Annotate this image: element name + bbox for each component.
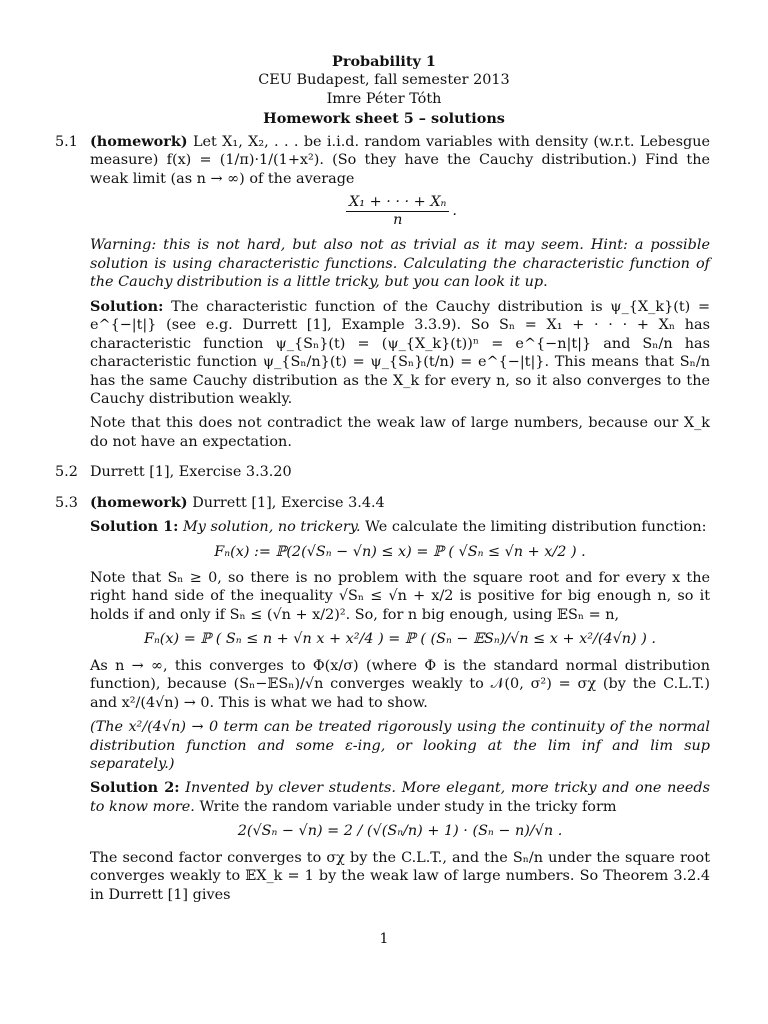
solution-1-label: Solution 1:: [90, 518, 179, 536]
solution-2-text: Write the random variable under study in the tricky form: [199, 798, 617, 815]
solution-label: Solution:: [90, 297, 164, 315]
problem-number: 5.3: [55, 494, 78, 511]
paragraph-convergence: As n → ∞, this converges to Φ(x/σ) (where Φ is the standard normal distribution function), because (Sₙ−𝔼Sₙ)/√n converges weakly to 𝒩(0, σ²) = σχ (by the C.L.T.) and x²/(4√n) → 0. This is what we had to show.: [90, 657, 710, 711]
homework-tag: (homework): [90, 133, 188, 150]
solution-2-remark: Invented by clever students. More elegant, more tricky and one needs to know more.: [90, 780, 710, 815]
average-equation: $\frac{\text{X₁ + · · · + Xₙ}}{n}$ .: [90, 194, 710, 228]
problem-number: 5.2: [55, 464, 78, 481]
average-denominator: n: [346, 211, 449, 229]
problem-number: 5.1: [55, 134, 78, 150]
problem-5-2: [55, 463, 710, 481]
solution-1-intro: [90, 518, 710, 536]
sheet-title: Homework sheet 5 – solutions: [263, 110, 505, 127]
solution-2-intro: [90, 779, 710, 816]
problem-5-1: [55, 133, 710, 451]
institution: CEU Budapest, fall semester 2013: [258, 72, 510, 88]
paragraph-rigor-remark: (The x²/(4√n) → 0 term can be treated rigorously using the continuity of the normal distribution function and some ε-ing, or looking at the lim inf and lim sup separately.): [90, 719, 710, 772]
distribution-function-equation: Fₙ(x) := ℙ(2(√Sₙ − √n) ≤ x) = ℙ ( √Sₙ ≤ √n + x/2 ) .: [214, 543, 586, 560]
page-number: 1: [379, 931, 389, 947]
doc-title: Probability 1: [332, 53, 436, 70]
problem-statement: [90, 133, 710, 188]
document-header: [0, 52, 768, 128]
problem-reference: Durrett [1], Exercise 3.4.4: [192, 494, 385, 511]
warning-text: Warning: this is not hard, but also not as trivial as it may seem. Hint: a possible solution is using characteristic functions. Calculating the characteristic function of the Cauchy distribution is a little tricky, but you can look it up.: [90, 237, 710, 291]
rewritten-distribution-equation: Fₙ(x) = ℙ ( Sₙ ≤ n + √n x + x²/4 ) = ℙ ( (Sₙ − 𝔼Sₙ)/√n ≤ x + x²/(4√n) ) .: [143, 631, 657, 648]
tricky-form-equation: 2(√Sₙ − √n) = 2 / (√(Sₙ/n) + 1) · (Sₙ − n)/√n .: [237, 823, 563, 840]
homework-tag: (homework): [90, 493, 188, 511]
solution-1-remark: My solution, no trickery.: [183, 519, 361, 536]
document-body: [55, 133, 710, 916]
problem-intro: Let X₁, X₂, . . . be i.i.d. random variables with density (w.r.t. Lebesgue measure) f(x) = (1/π)·1/(1+x²). (So they have the Cauchy distribution.) Find the weak limit (as n → ∞) of the average: [90, 134, 710, 187]
problem-5-3: [55, 494, 710, 904]
solution-2-label: Solution 2:: [90, 779, 180, 797]
note-paragraph: Note that this does not contradict the weak law of large numbers, because our X_k do not have an expectation.: [90, 415, 710, 450]
problem-reference: Durrett [1], Exercise 3.3.20: [90, 464, 292, 481]
paragraph-square-root: Note that Sₙ ≥ 0, so there is no problem with the square root and for every x the right hand side of the inequality √Sₙ ≤ √n + x/2 is positive for big enough n, so it holds if and only if Sₙ ≤ (√n + x/2)². So, for n big enough, using 𝔼Sₙ = n,: [90, 570, 710, 623]
solution-paragraph: [90, 298, 710, 409]
paragraph-second-factor: The second factor converges to σχ by the C.L.T., and the Sₙ/n under the square root converges weakly to 𝔼X_k = 1 by the weak law of large numbers. So Theorem 3.2.4 in Durrett [1] gives: [90, 849, 710, 903]
average-numerator: X₁ + · · · + Xₙ: [349, 194, 447, 211]
problem-statement: [90, 494, 710, 512]
author: Imre Péter Tóth: [326, 91, 442, 107]
solution-text: The characteristic function of the Cauchy distribution is ψ_{X_k}(t) = e^{−|t|} (see e.g. Durrett [1], Example 3.3.9). So Sₙ = X₁ + · · · + Xₙ has characteristic function ψ_{Sₙ}(t) = (ψ_{X_k}(t))ⁿ = e^{−n|t|} and Sₙ/n has characteristic function ψ_{Sₙ/n}(t) = ψ_{Sₙ}(t/n) = e^{−|t|}. This means that Sₙ/n has the same Cauchy distribution as the X_k for every n, so it also converges to the Cauchy distribution weakly.: [90, 298, 710, 407]
solution-1-text: We calculate the limiting distribution function:: [365, 519, 707, 536]
